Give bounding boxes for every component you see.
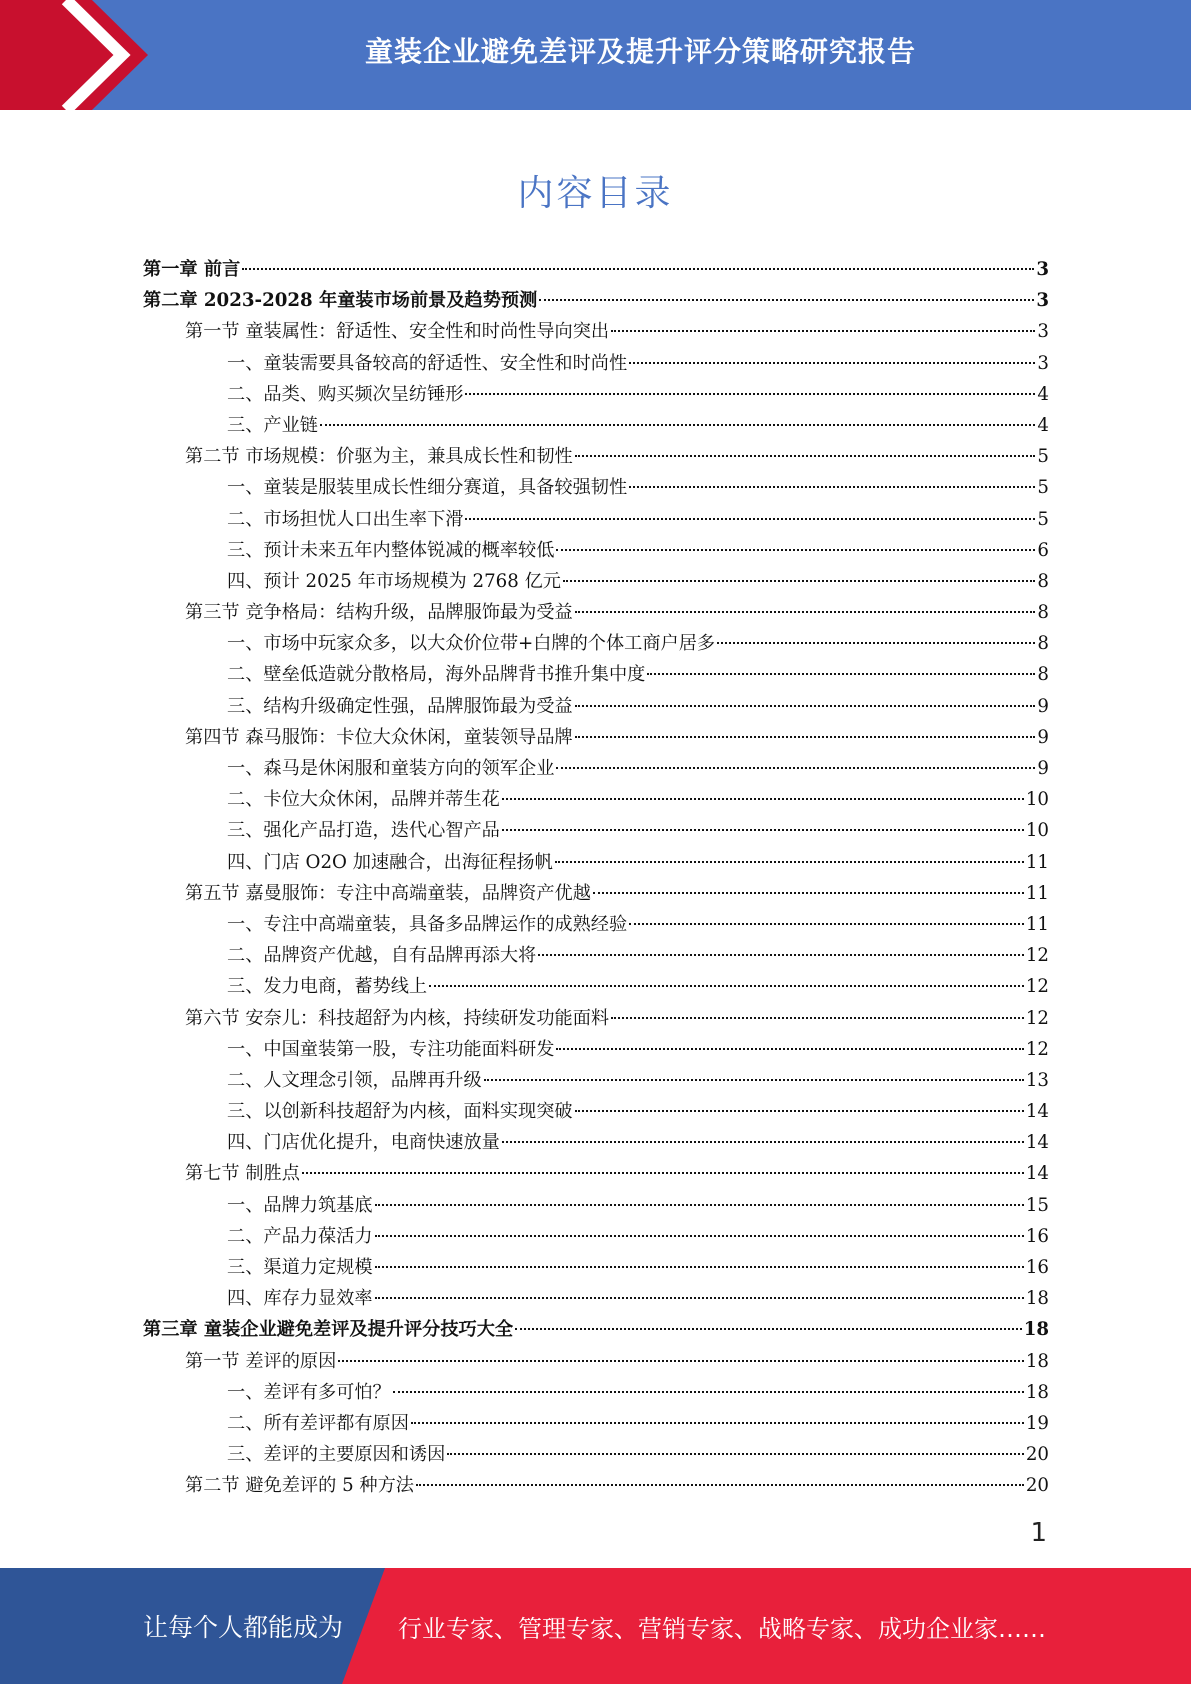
toc-leader-dots [556, 549, 1035, 551]
toc-entry-page: 8 [1037, 570, 1049, 592]
toc-leader-dots [629, 923, 1024, 925]
toc-leader-dots [416, 1484, 1024, 1486]
toc-leader-dots [575, 705, 1036, 707]
toc-leader-dots [593, 892, 1024, 894]
toc-leader-dots [320, 424, 1035, 426]
toc-entry-page: 9 [1037, 695, 1049, 717]
header-banner [0, 0, 1191, 110]
toc-entry-title: 二、市场担忧人口出生率下滑 [227, 508, 464, 530]
toc-entry[interactable] [143, 1283, 1049, 1314]
toc-entry-title: 第二节 避免差评的 5 种方法 [185, 1475, 414, 1497]
toc-entry-title: 四、库存力显效率 [227, 1288, 373, 1310]
toc-leader-dots [611, 1017, 1024, 1019]
toc-entry-title: 一、专注中高端童装，具备多品牌运作的成熟经验 [227, 913, 628, 935]
toc-entry[interactable] [143, 722, 1049, 753]
toc-entry-page: 10 [1025, 820, 1049, 842]
toc-entry-title: 三、结构升级确定性强，品牌服饰最为受益 [227, 695, 573, 717]
toc-entry[interactable] [143, 348, 1049, 379]
toc-entry-title: 三、产业链 [227, 414, 318, 436]
toc-leader-dots [393, 1391, 1024, 1393]
table-of-contents [143, 254, 1049, 1502]
toc-leader-dots [575, 1110, 1024, 1112]
page-number: 1 [1030, 1518, 1047, 1548]
toc-entry-title: 第三节 竞争格局：结构升级，品牌服饰最为受益 [185, 602, 573, 624]
toc-entry[interactable] [143, 1034, 1049, 1065]
toc-entry[interactable] [143, 1439, 1049, 1470]
toc-title: 内容目录 [517, 173, 674, 214]
toc-entry[interactable] [143, 847, 1049, 878]
toc-entry[interactable] [143, 940, 1049, 971]
toc-entry[interactable] [143, 535, 1049, 566]
toc-entry[interactable] [143, 753, 1049, 784]
toc-entry-page: 10 [1025, 789, 1049, 811]
toc-leader-dots [502, 829, 1024, 831]
toc-entry-title: 二、人文理念引领，品牌再升级 [227, 1069, 482, 1091]
toc-leader-dots [647, 673, 1035, 675]
toc-entry-page: 4 [1037, 383, 1049, 405]
toc-entry[interactable] [143, 1377, 1049, 1408]
toc-entry-page: 16 [1025, 1257, 1049, 1278]
toc-leader-dots [556, 1048, 1023, 1050]
toc-entry-page: 12 [1025, 945, 1049, 967]
toc-entry-title: 二、卡位大众休闲，品牌并蒂生花 [227, 789, 500, 811]
toc-entry[interactable] [143, 379, 1049, 410]
toc-entry-title: 第一章 前言 [143, 259, 241, 280]
toc-entry-page: 6 [1037, 539, 1049, 561]
toc-entry-page: 11 [1025, 851, 1049, 873]
toc-entry-page: 9 [1037, 758, 1049, 779]
toc-entry[interactable] [143, 1003, 1049, 1034]
toc-entry-title: 四、门店 O2O 加速融合，出海征程扬帆 [227, 851, 553, 873]
toc-leader-dots [539, 299, 1034, 301]
toc-entry[interactable] [143, 1408, 1049, 1439]
toc-entry-page: 3 [1036, 290, 1049, 312]
toc-leader-dots [411, 1422, 1024, 1424]
toc-entry[interactable] [143, 815, 1049, 846]
toc-entry-page: 19 [1025, 1412, 1049, 1434]
toc-entry-page: 20 [1025, 1475, 1049, 1497]
toc-entry-title: 第七节 制胜点 [185, 1163, 300, 1185]
toc-entry[interactable] [143, 659, 1049, 690]
toc-entry-title: 三、渠道力定规模 [227, 1257, 373, 1278]
toc-entry-title: 二、品类、购买频次呈纺锤形 [227, 383, 464, 405]
toc-entry-title: 二、壁垒低造就分散格局，海外品牌背书推升集中度 [227, 664, 646, 686]
toc-entry[interactable] [143, 1158, 1049, 1189]
toc-leader-dots [629, 362, 1035, 364]
toc-entry-page: 15 [1025, 1194, 1049, 1216]
toc-entry-title: 一、品牌力筑基底 [227, 1194, 373, 1216]
toc-leader-dots [629, 486, 1035, 488]
toc-entry-page: 13 [1025, 1069, 1049, 1091]
toc-entry[interactable] [143, 1346, 1049, 1377]
toc-entry-page: 5 [1037, 477, 1049, 499]
toc-entry[interactable] [143, 316, 1049, 347]
toc-entry-title: 第一节 童装属性：舒适性、安全性和时尚性导向突出 [185, 321, 610, 343]
toc-entry[interactable] [143, 909, 1049, 940]
toc-entry-page: 11 [1025, 913, 1049, 935]
toc-leader-dots [563, 580, 1035, 582]
toc-entry-page: 5 [1037, 446, 1049, 468]
toc-entry-title: 四、预计 2025 年市场规模为 2768 亿元 [227, 570, 561, 592]
toc-entry[interactable] [143, 566, 1049, 597]
toc-entry-page: 14 [1025, 1163, 1049, 1185]
toc-entry[interactable] [143, 1221, 1049, 1252]
footer-banner [0, 1568, 1191, 1684]
toc-leader-dots [465, 393, 1035, 395]
toc-entry-page: 18 [1023, 1319, 1049, 1341]
toc-entry-page: 18 [1025, 1350, 1049, 1372]
toc-entry-title: 三、发力电商，蓄势线上 [227, 976, 428, 998]
toc-entry-title: 二、产品力葆活力 [227, 1225, 373, 1247]
toc-entry-title: 二、所有差评都有原因 [227, 1412, 409, 1434]
toc-entry[interactable] [143, 1190, 1049, 1221]
toc-leader-dots [375, 1204, 1024, 1206]
header-arrow-decoration [0, 0, 150, 110]
toc-leader-dots [556, 767, 1035, 769]
toc-entry-page: 3 [1037, 321, 1049, 343]
toc-entry-title: 第一节 差评的原因 [185, 1350, 337, 1372]
toc-entry-title: 二、品牌资产优越，自有品牌再添大将 [227, 945, 537, 967]
toc-leader-dots [555, 861, 1024, 863]
toc-entry[interactable] [143, 254, 1049, 285]
toc-entry[interactable] [143, 784, 1049, 815]
toc-entry[interactable] [143, 691, 1049, 722]
toc-entry-page: 8 [1037, 664, 1049, 686]
toc-leader-dots [538, 954, 1024, 956]
toc-entry-page: 14 [1025, 1101, 1049, 1123]
toc-entry-title: 第五节 嘉曼服饰：专注中高端童装，品牌资产优越 [185, 882, 591, 904]
footer-slogan-left: 让每个人都能成为 [143, 1613, 344, 1642]
toc-leader-dots [502, 1141, 1024, 1143]
toc-entry-page: 12 [1025, 1038, 1049, 1060]
toc-entry[interactable] [143, 1096, 1049, 1127]
toc-entry-title: 第二章 2023-2028 年童装市场前景及趋势预测 [143, 290, 538, 312]
toc-entry-page: 11 [1025, 882, 1049, 904]
toc-leader-dots [515, 1328, 1022, 1330]
toc-leader-dots [242, 268, 1034, 270]
toc-entry[interactable] [143, 504, 1049, 535]
toc-entry-page: 14 [1025, 1132, 1049, 1154]
toc-entry-page: 18 [1025, 1381, 1049, 1403]
toc-entry-title: 一、森马是休闲服和童装方向的领军企业 [227, 758, 555, 779]
toc-entry[interactable] [143, 597, 1049, 628]
toc-leader-dots [375, 1297, 1024, 1299]
toc-leader-dots [575, 455, 1036, 457]
toc-entry-page: 12 [1025, 976, 1049, 998]
toc-leader-dots [611, 330, 1035, 332]
toc-leader-dots [429, 985, 1024, 987]
toc-entry-page: 16 [1025, 1225, 1049, 1247]
toc-entry[interactable] [143, 285, 1049, 316]
toc-entry[interactable] [143, 628, 1049, 659]
toc-entry-title: 一、市场中玩家众多，以大众价位带+白牌的个体工商户居多 [227, 633, 716, 655]
toc-entry-page: 5 [1037, 508, 1049, 530]
toc-entry-title: 一、童装是服装里成长性细分赛道，具备较强韧性 [227, 477, 628, 499]
toc-entry[interactable] [143, 878, 1049, 909]
toc-entry-title: 三、预计未来五年内整体锐减的概率较低 [227, 539, 555, 561]
toc-entry-title: 第三章 童装企业避免差评及提升评分技巧大全 [143, 1319, 514, 1341]
toc-entry-title: 一、差评有多可怕？ [227, 1381, 391, 1403]
toc-entry[interactable] [143, 971, 1049, 1002]
toc-entry[interactable] [143, 410, 1049, 441]
toc-entry-page: 20 [1025, 1444, 1049, 1466]
toc-entry[interactable] [143, 1470, 1049, 1501]
toc-entry[interactable] [143, 472, 1049, 503]
toc-leader-dots [302, 1172, 1024, 1174]
toc-entry[interactable] [143, 1127, 1049, 1158]
toc-entry-page: 12 [1025, 1007, 1049, 1029]
toc-leader-dots [502, 798, 1024, 800]
toc-leader-dots [575, 611, 1036, 613]
toc-entry-title: 四、门店优化提升，电商快速放量 [227, 1132, 500, 1154]
toc-entry-page: 3 [1036, 259, 1049, 280]
toc-entry-title: 一、童装需要具备较高的舒适性、安全性和时尚性 [227, 352, 628, 374]
toc-entry[interactable] [143, 1314, 1049, 1345]
toc-entry-title: 第四节 森马服饰：卡位大众休闲，童装领导品牌 [185, 726, 573, 748]
toc-entry-page: 18 [1025, 1288, 1049, 1310]
toc-leader-dots [717, 642, 1035, 644]
toc-leader-dots [447, 1453, 1024, 1455]
toc-entry-page: 3 [1037, 352, 1049, 374]
toc-leader-dots [465, 518, 1035, 520]
toc-entry-page: 4 [1037, 414, 1049, 436]
toc-entry-title: 三、强化产品打造，迭代心智产品 [227, 820, 500, 842]
report-title: 童装企业避免差评及提升评分策略研究报告 [364, 35, 916, 68]
toc-entry-page: 8 [1037, 633, 1049, 655]
toc-entry-title: 一、中国童装第一股，专注功能面料研发 [227, 1038, 555, 1060]
toc-entry-title: 三、差评的主要原因和诱因 [227, 1444, 446, 1466]
toc-entry-title: 三、以创新科技超舒为内核，面料实现突破 [227, 1101, 573, 1123]
toc-leader-dots [375, 1266, 1024, 1268]
toc-entry-page: 8 [1037, 602, 1049, 624]
toc-leader-dots [338, 1360, 1024, 1362]
toc-leader-dots [375, 1235, 1024, 1237]
toc-leader-dots [484, 1079, 1024, 1081]
toc-entry[interactable] [143, 1252, 1049, 1283]
toc-entry-title: 第六节 安奈儿：科技超舒为内核，持续研发功能面料 [185, 1007, 610, 1029]
toc-entry[interactable] [143, 1065, 1049, 1096]
footer-slogan-right: 行业专家、管理专家、营销专家、战略专家、成功企业家…… [398, 1614, 1046, 1643]
toc-entry-page: 9 [1037, 726, 1049, 748]
toc-entry[interactable] [143, 441, 1049, 472]
toc-entry-title: 第二节 市场规模：价驱为主，兼具成长性和韧性 [185, 446, 573, 468]
toc-leader-dots [575, 736, 1036, 738]
